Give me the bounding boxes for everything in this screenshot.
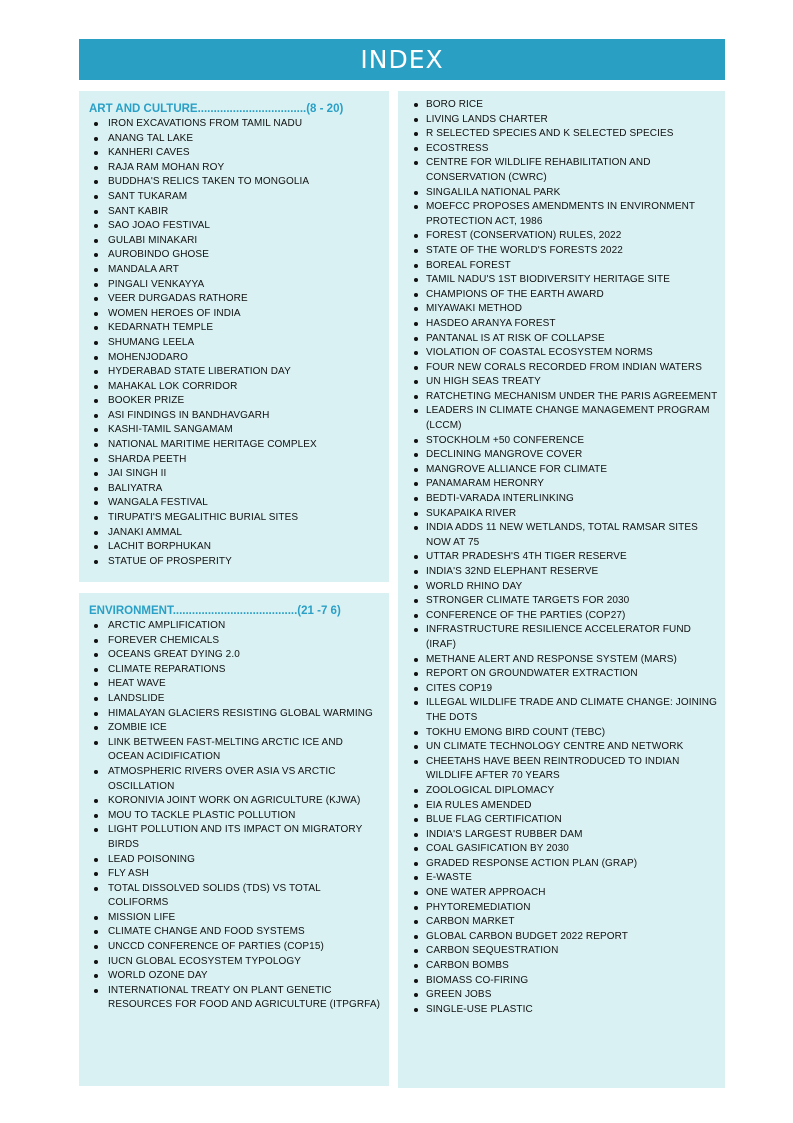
index-entry: HEAT WAVE <box>89 677 381 692</box>
index-entry: GULABI MINAKARI <box>89 234 381 249</box>
index-entry: SUKAPAIKA RIVER <box>409 507 719 522</box>
index-entry: CHAMPIONS OF THE EARTH AWARD <box>409 288 719 303</box>
index-entry: LACHIT BORPHUKAN <box>89 540 381 555</box>
index-entry: ILLEGAL WILDLIFE TRADE AND CLIMATE CHANGE: JOINING THE DOTS <box>409 696 719 725</box>
index-entry: INDIA'S 32ND ELEPHANT RESERVE <box>409 565 719 580</box>
index-entry: CHEETAHS HAVE BEEN REINTRODUCED TO INDIAN WILDLIFE AFTER 70 YEARS <box>409 755 719 784</box>
index-entry: PANTANAL IS AT RISK OF COLLAPSE <box>409 332 719 347</box>
index-entry: OCEANS GREAT DYING 2.0 <box>89 648 381 663</box>
index-entry: R SELECTED SPECIES AND K SELECTED SPECIES <box>409 127 719 142</box>
index-entry: TIRUPATI'S MEGALITHIC BURIAL SITES <box>89 511 381 526</box>
index-entry: BOREAL FOREST <box>409 259 719 274</box>
art-and-culture-list <box>89 117 381 569</box>
index-entry: KORONIVIA JOINT WORK ON AGRICULTURE (KJWA) <box>89 794 381 809</box>
index-entry: STATUE OF PROSPERITY <box>89 555 381 570</box>
index-entry: SHUMANG LEELA <box>89 336 381 351</box>
index-entry: BORO RICE <box>409 98 719 113</box>
index-entry: FOREVER CHEMICALS <box>89 634 381 649</box>
environment-heading: ENVIRONMENT.......................................(21 -7 6) <box>89 605 341 617</box>
index-entry: ATMOSPHERIC RIVERS OVER ASIA VS ARCTIC OSCILLATION <box>89 765 381 794</box>
index-entry: BLUE FLAG CERTIFICATION <box>409 813 719 828</box>
index-entry: KANHERI CAVES <box>89 146 381 161</box>
index-entry: UN HIGH SEAS TREATY <box>409 375 719 390</box>
index-entry: VIOLATION OF COASTAL ECOSYSTEM NORMS <box>409 346 719 361</box>
index-entry: AUROBINDO GHOSE <box>89 248 381 263</box>
index-entry: RAJA RAM MOHAN ROY <box>89 161 381 176</box>
index-entry: TOKHU EMONG BIRD COUNT (TEBC) <box>409 726 719 741</box>
index-entry: RATCHETING MECHANISM UNDER THE PARIS AGREEMENT <box>409 390 719 405</box>
art-and-culture-heading: ART AND CULTURE..................................(8 - 20) <box>89 103 344 115</box>
index-entry: STOCKHOLM +50 CONFERENCE <box>409 434 719 449</box>
index-entry: BUDDHA'S RELICS TAKEN TO MONGOLIA <box>89 175 381 190</box>
index-title: INDEX <box>79 39 725 80</box>
index-entry: BIOMASS CO-FIRING <box>409 974 719 989</box>
index-entry: ONE WATER APPROACH <box>409 886 719 901</box>
index-entry: INTERNATIONAL TREATY ON PLANT GENETIC RESOURCES FOR FOOD AND AGRICULTURE (ITPGRFA) <box>89 984 381 1013</box>
index-entry: WORLD OZONE DAY <box>89 969 381 984</box>
index-entry: GREEN JOBS <box>409 988 719 1003</box>
index-entry: TAMIL NADU'S 1ST BIODIVERSITY HERITAGE SITE <box>409 273 719 288</box>
index-entry: MISSION LIFE <box>89 911 381 926</box>
index-entry: INFRASTRUCTURE RESILIENCE ACCELERATOR FUND (IRAF) <box>409 623 719 652</box>
index-entry: SINGLE-USE PLASTIC <box>409 1003 719 1018</box>
index-entry: LIVING LANDS CHARTER <box>409 113 719 128</box>
index-entry: ECOSTRESS <box>409 142 719 157</box>
index-entry: CONFERENCE OF THE PARTIES (COP27) <box>409 609 719 624</box>
index-entry: FOUR NEW CORALS RECORDED FROM INDIAN WATERS <box>409 361 719 376</box>
index-entry: METHANE ALERT AND RESPONSE SYSTEM (MARS) <box>409 653 719 668</box>
index-entry: ANANG TAL LAKE <box>89 132 381 147</box>
index-entry: UTTAR PRADESH'S 4TH TIGER RESERVE <box>409 550 719 565</box>
environment-continued-panel <box>398 91 725 1088</box>
index-entry: JAI SINGH II <box>89 467 381 482</box>
index-entry: IRON EXCAVATIONS FROM TAMIL NADU <box>89 117 381 132</box>
environment-panel <box>79 593 389 1086</box>
index-entry: MANDALA ART <box>89 263 381 278</box>
environment-continued-list <box>409 98 719 1017</box>
index-entry: MOEFCC PROPOSES AMENDMENTS IN ENVIRONMENT PROTECTION ACT, 1986 <box>409 200 719 229</box>
index-entry: EIA RULES AMENDED <box>409 799 719 814</box>
index-entry: PINGALI VENKAYYA <box>89 278 381 293</box>
index-entry: GLOBAL CARBON BUDGET 2022 REPORT <box>409 930 719 945</box>
index-entry: WORLD RHINO DAY <box>409 580 719 595</box>
index-entry: MOHENJODARO <box>89 351 381 366</box>
index-entry: SINGALILA NATIONAL PARK <box>409 186 719 201</box>
index-entry: STRONGER CLIMATE TARGETS FOR 2030 <box>409 594 719 609</box>
index-entry: WOMEN HEROES OF INDIA <box>89 307 381 322</box>
index-entry: SANT KABIR <box>89 205 381 220</box>
index-entry: BALIYATRA <box>89 482 381 497</box>
index-entry: UN CLIMATE TECHNOLOGY CENTRE AND NETWORK <box>409 740 719 755</box>
index-entry: LEADERS IN CLIMATE CHANGE MANAGEMENT PROGRAM (LCCM) <box>409 404 719 433</box>
index-entry: GRADED RESPONSE ACTION PLAN (GRAP) <box>409 857 719 872</box>
index-entry: ZOMBIE ICE <box>89 721 381 736</box>
index-entry: UNCCD CONFERENCE OF PARTIES (COP15) <box>89 940 381 955</box>
index-entry: HYDERABAD STATE LIBERATION DAY <box>89 365 381 380</box>
index-entry: NATIONAL MARITIME HERITAGE COMPLEX <box>89 438 381 453</box>
index-entry: ARCTIC AMPLIFICATION <box>89 619 381 634</box>
index-entry: LIGHT POLLUTION AND ITS IMPACT ON MIGRATORY BIRDS <box>89 823 381 852</box>
index-entry: SHARDA PEETH <box>89 453 381 468</box>
index-entry: LANDSLIDE <box>89 692 381 707</box>
index-entry: CITES COP19 <box>409 682 719 697</box>
index-entry: INDIA'S LARGEST RUBBER DAM <box>409 828 719 843</box>
index-entry: MIYAWAKI METHOD <box>409 302 719 317</box>
index-entry: REPORT ON GROUNDWATER EXTRACTION <box>409 667 719 682</box>
index-entry: HASDEO ARANYA FOREST <box>409 317 719 332</box>
index-entry: LINK BETWEEN FAST-MELTING ARCTIC ICE AND OCEAN ACIDIFICATION <box>89 736 381 765</box>
art-and-culture-panel <box>79 91 389 582</box>
index-entry: KASHI-TAMIL SANGAMAM <box>89 423 381 438</box>
environment-list <box>89 619 381 1013</box>
index-entry: CARBON MARKET <box>409 915 719 930</box>
index-entry: KEDARNATH TEMPLE <box>89 321 381 336</box>
index-entry: MAHAKAL LOK CORRIDOR <box>89 380 381 395</box>
index-entry: CENTRE FOR WILDLIFE REHABILITATION AND CONSERVATION (CWRC) <box>409 156 719 185</box>
index-entry: LEAD POISONING <box>89 853 381 868</box>
index-entry: VEER DURGADAS RATHORE <box>89 292 381 307</box>
index-entry: TOTAL DISSOLVED SOLIDS (TDS) VS TOTAL COLIFORMS <box>89 882 381 911</box>
index-entry: FLY ASH <box>89 867 381 882</box>
index-entry: MOU TO TACKLE PLASTIC POLLUTION <box>89 809 381 824</box>
index-entry: STATE OF THE WORLD'S FORESTS 2022 <box>409 244 719 259</box>
index-entry: FOREST (CONSERVATION) RULES, 2022 <box>409 229 719 244</box>
index-entry: DECLINING MANGROVE COVER <box>409 448 719 463</box>
index-entry: CARBON BOMBS <box>409 959 719 974</box>
index-entry: BEDTI-VARADA INTERLINKING <box>409 492 719 507</box>
index-entry: ASI FINDINGS IN BANDHAVGARH <box>89 409 381 424</box>
index-entry: IUCN GLOBAL ECOSYSTEM TYPOLOGY <box>89 955 381 970</box>
index-entry: CARBON SEQUESTRATION <box>409 944 719 959</box>
index-entry: ZOOLOGICAL DIPLOMACY <box>409 784 719 799</box>
index-entry: CLIMATE CHANGE AND FOOD SYSTEMS <box>89 925 381 940</box>
index-entry: SANT TUKARAM <box>89 190 381 205</box>
index-entry: WANGALA FESTIVAL <box>89 496 381 511</box>
index-entry: SAO JOAO FESTIVAL <box>89 219 381 234</box>
index-entry: HIMALAYAN GLACIERS RESISTING GLOBAL WARMING <box>89 707 381 722</box>
index-entry: CLIMATE REPARATIONS <box>89 663 381 678</box>
index-entry: BOOKER PRIZE <box>89 394 381 409</box>
index-entry: COAL GASIFICATION BY 2030 <box>409 842 719 857</box>
index-entry: INDIA ADDS 11 NEW WETLANDS, TOTAL RAMSAR SITES NOW AT 75 <box>409 521 719 550</box>
index-entry: E-WASTE <box>409 871 719 886</box>
index-entry: JANAKI AMMAL <box>89 526 381 541</box>
index-entry: PHYTOREMEDIATION <box>409 901 719 916</box>
index-entry: PANAMARAM HERONRY <box>409 477 719 492</box>
index-entry: MANGROVE ALLIANCE FOR CLIMATE <box>409 463 719 478</box>
